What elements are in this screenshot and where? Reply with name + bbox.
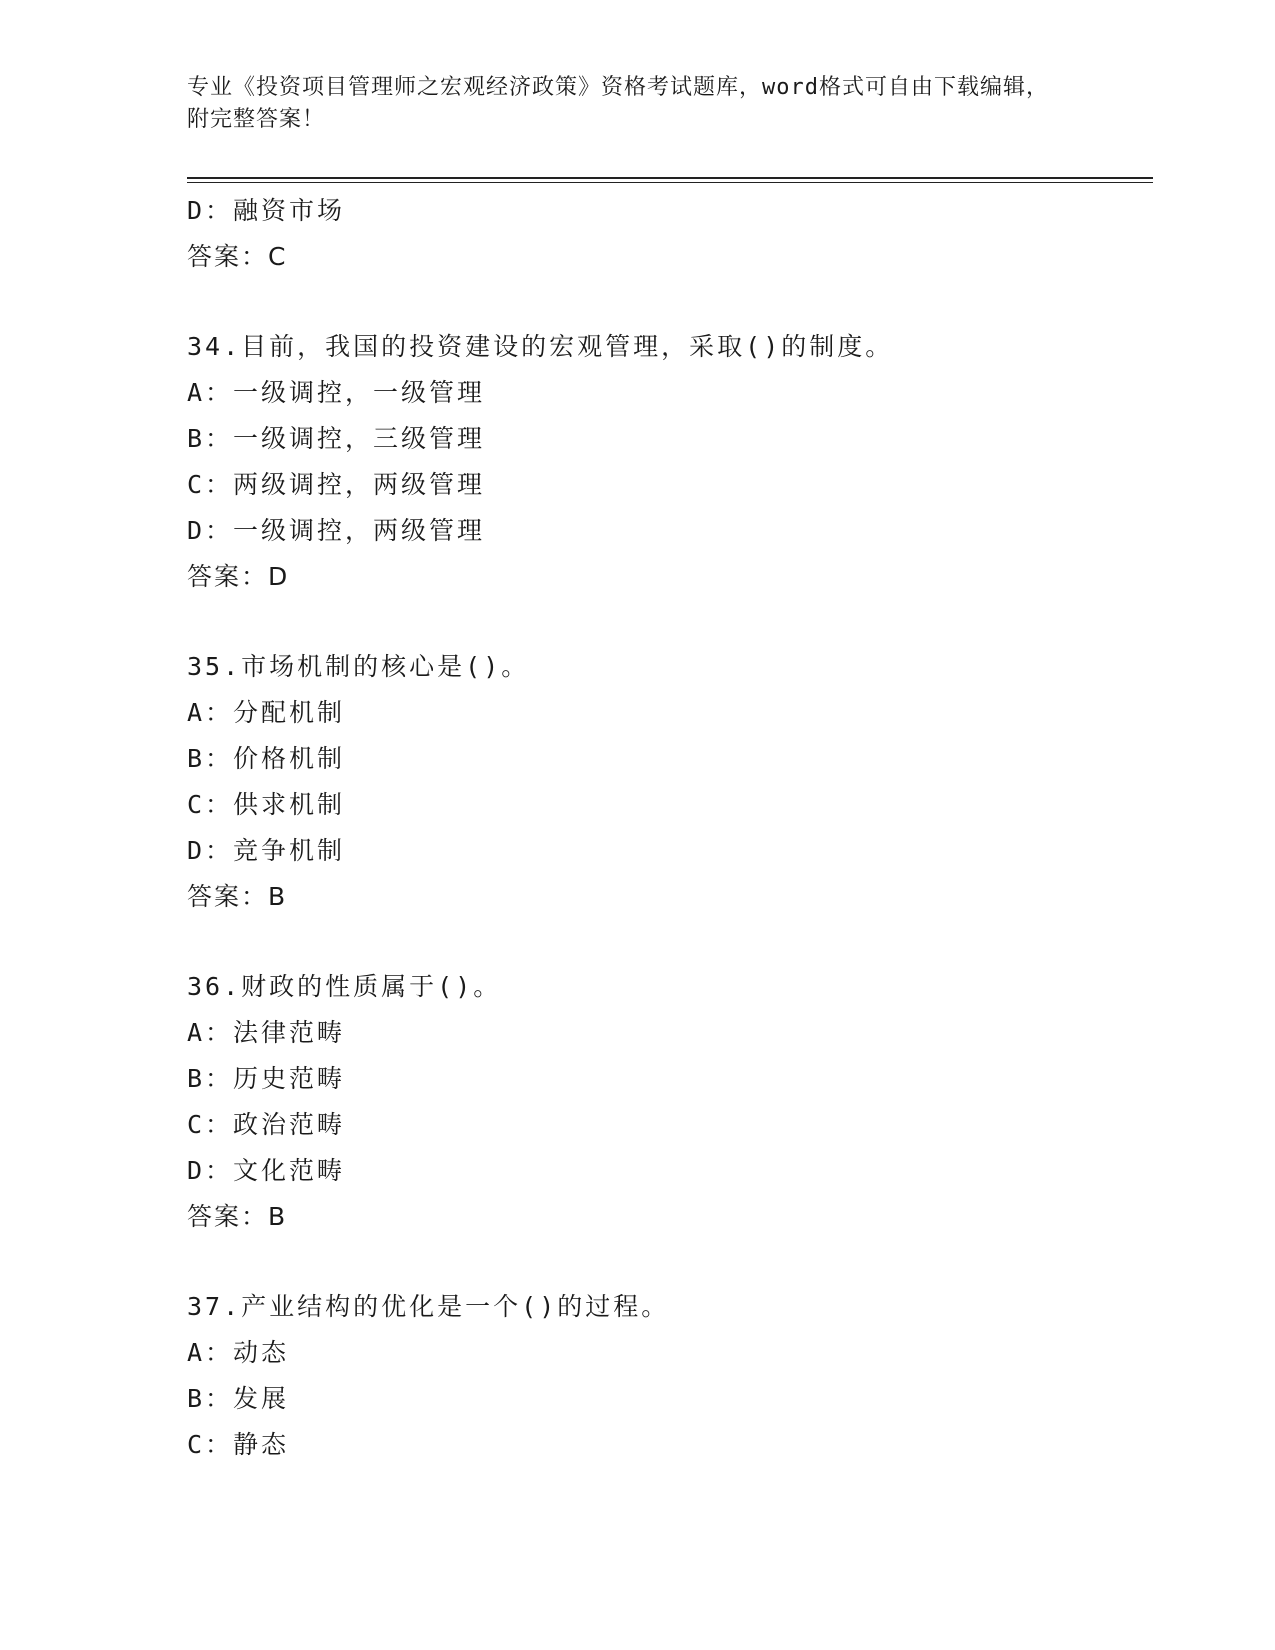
option-b: B：价格机制 (187, 744, 346, 773)
option-c: C：政治范畴 (187, 1110, 346, 1139)
option-c: C：供求机制 (187, 790, 346, 819)
option-b: B：历史范畴 (187, 1064, 346, 1093)
option-d: D：竞争机制 (187, 836, 346, 865)
option-c: C：两级调控，两级管理 (187, 470, 486, 499)
header-divider-thin (187, 182, 1153, 183)
option-a: A：法律范畴 (187, 1018, 346, 1047)
option-d: D：一级调控，两级管理 (187, 516, 486, 545)
question-35 (187, 644, 1153, 920)
question-stem: 34.目前，我国的投资建设的宏观管理，采取()的制度。 (187, 332, 894, 361)
question-34 (187, 324, 1153, 600)
question-list (187, 188, 1153, 1468)
question-33-tail (187, 188, 1153, 280)
option-b: B：一级调控，三级管理 (187, 424, 486, 453)
option-b: B：发展 (187, 1384, 290, 1413)
answer-line: 答案：D (187, 562, 290, 591)
answer-line: 答案：B (187, 1202, 288, 1231)
document-header-title: 专业《投资项目管理师之宏观经济政策》资格考试题库，word格式可自由下载编辑，附完整答案！ (187, 75, 1049, 132)
option-a: A：动态 (187, 1338, 290, 1367)
option-c: C：静态 (187, 1430, 290, 1459)
option-a: A：分配机制 (187, 698, 346, 727)
question-37 (187, 1284, 1153, 1468)
option-d: D：文化范畴 (187, 1156, 346, 1185)
spacer (187, 600, 1153, 644)
header-divider-thick (187, 177, 1153, 179)
answer-line: 答案：B (187, 882, 288, 911)
question-36 (187, 964, 1153, 1240)
spacer (187, 280, 1153, 324)
option-d: D：融资市场 (187, 196, 346, 225)
answer-line: 答案：C (187, 242, 288, 271)
spacer (187, 1240, 1153, 1284)
question-stem: 36.财政的性质属于()。 (187, 972, 502, 1001)
spacer (187, 920, 1153, 964)
question-stem: 35.市场机制的核心是()。 (187, 652, 530, 681)
question-stem: 37.产业结构的优化是一个()的过程。 (187, 1292, 670, 1321)
option-a: A：一级调控，一级管理 (187, 378, 486, 407)
